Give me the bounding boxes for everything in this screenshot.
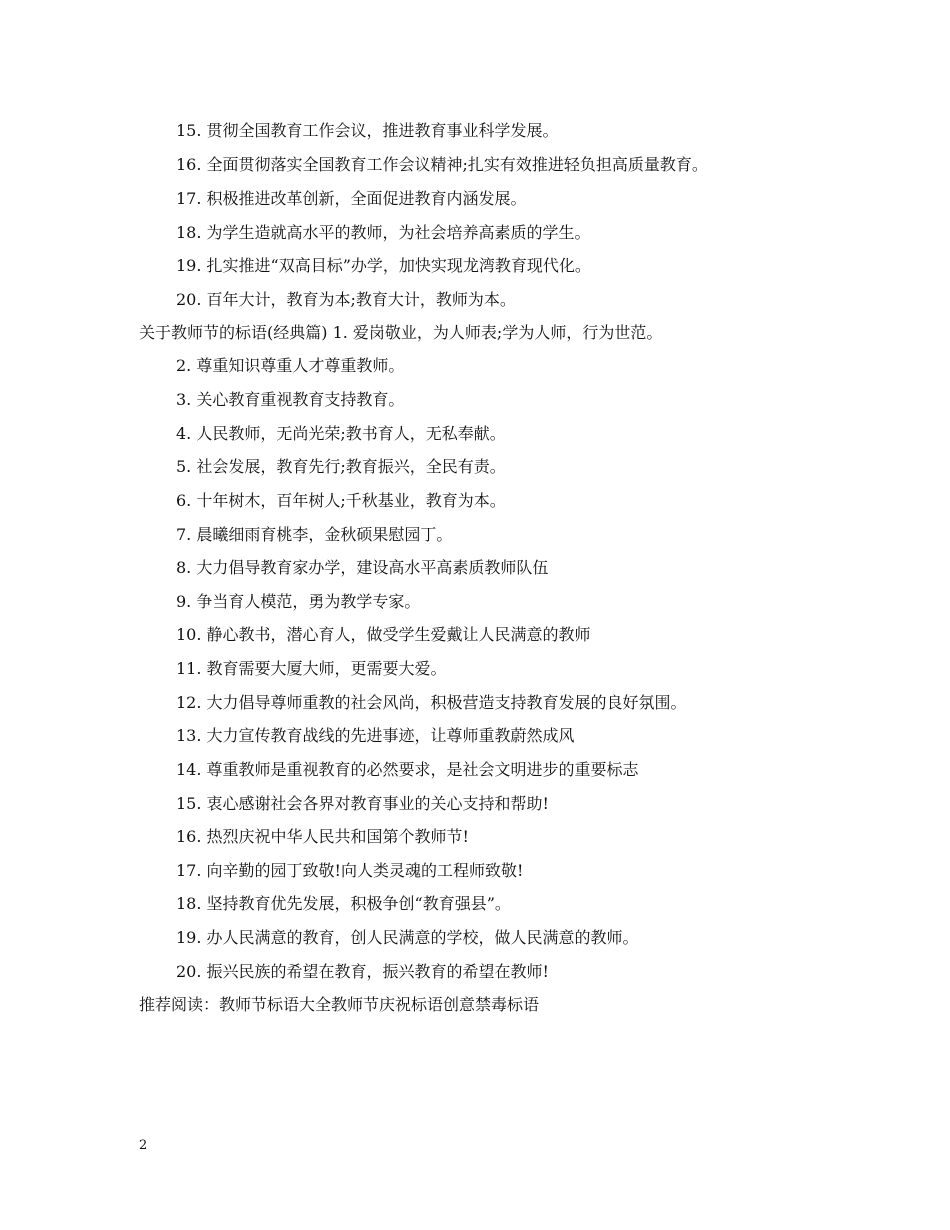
list-item: 16. 热烈庆祝中华人民共和国第个教师节!	[176, 827, 469, 846]
list-item: 5. 社会发展，教育先行;教育振兴，全民有责。	[176, 457, 506, 476]
list-item: 13. 大力宣传教育战线的先进事迹，让尊师重教蔚然成风	[176, 726, 575, 745]
list-item: 14. 尊重教师是重视教育的必然要求，是社会文明进步的重要标志	[176, 760, 639, 779]
list-item: 6. 十年树木，百年树人;千秋基业，教育为本。	[176, 491, 506, 510]
list-item: 20. 振兴民族的希望在教育，振兴教育的希望在教师!	[176, 962, 549, 981]
list-item: 19. 扎实推进“双高目标”办学，加快实现龙湾教育现代化。	[176, 256, 591, 275]
recommended-reading: 推荐阅读：教师节标语大全教师节庆祝标语创意禁毒标语	[139, 995, 540, 1014]
list-item: 20. 百年大计，教育为本;教育大计，教师为本。	[176, 290, 516, 309]
section-heading: 关于教师节的标语(经典篇) 1. 爱岗敬业，为人师表;学为人师，行为世范。	[139, 323, 663, 342]
list-item: 17. 向辛勤的园丁致敬!向人类灵魂的工程师致敬!	[176, 861, 524, 880]
list-item: 17. 积极推进改革创新，全面促进教育内涵发展。	[176, 189, 527, 208]
list-item: 12. 大力倡导尊师重教的社会风尚，积极营造支持教育发展的良好氛围。	[176, 693, 687, 712]
list-item: 19. 办人民满意的教育，创人民满意的学校，做人民满意的教师。	[176, 928, 639, 947]
list-item: 9. 争当育人模范，勇为教学专家。	[176, 592, 421, 611]
list-item: 8. 大力倡导教育家办学，建设高水平高素质教师队伍	[176, 558, 549, 577]
list-item: 18. 坚持教育优先发展，积极争创“教育强县”。	[176, 894, 511, 913]
list-item: 3. 关心教育重视教育支持教育。	[176, 390, 405, 409]
list-item: 4. 人民教师，无尚光荣;教书育人，无私奉献。	[176, 424, 506, 443]
list-item: 15. 衷心感谢社会各界对教育事业的关心支持和帮助!	[176, 794, 549, 813]
list-item: 7. 晨曦细雨育桃李，金秋硕果慰园丁。	[176, 525, 453, 544]
list-item: 2. 尊重知识尊重人才尊重教师。	[176, 356, 405, 375]
list-item: 18. 为学生造就高水平的教师，为社会培养高素质的学生。	[176, 223, 591, 242]
list-item: 11. 教育需要大厦大师，更需要大爱。	[176, 659, 447, 678]
list-item: 16. 全面贯彻落实全国教育工作会议精神;扎实有效推进轻负担高质量教育。	[176, 155, 708, 174]
list-item: 15. 贯彻全国教育工作会议，推进教育事业科学发展。	[176, 121, 559, 140]
page-number: 2	[139, 1138, 148, 1153]
list-item: 10. 静心教书，潜心育人，做受学生爱戴让人民满意的教师	[176, 625, 591, 644]
